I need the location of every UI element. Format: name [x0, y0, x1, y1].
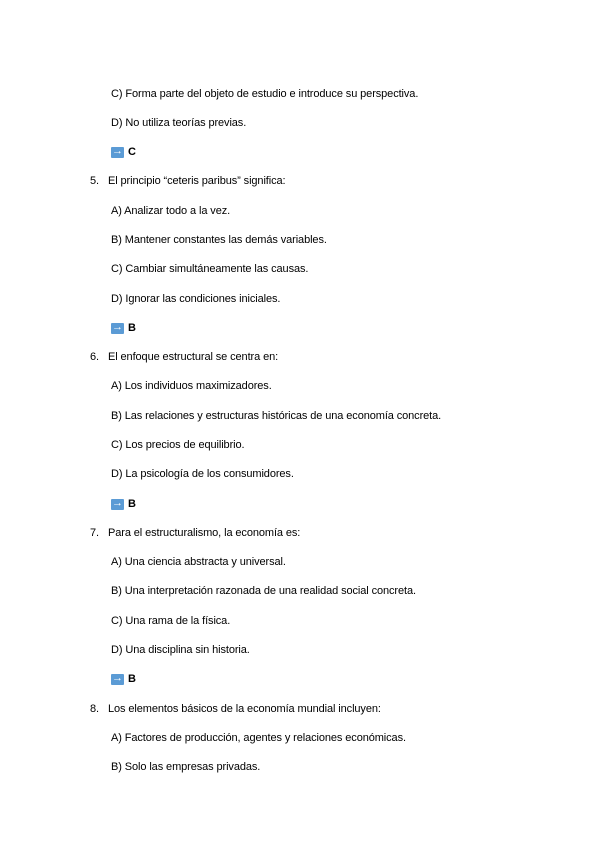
question-text: Los elementos básicos de la economía mundial incluyen:	[108, 703, 381, 715]
arrow-right-icon	[111, 499, 124, 510]
question-number: 5.	[90, 175, 99, 187]
answer-letter: B	[128, 673, 136, 685]
option-line: A) Factores de producción, agentes y relaciones económicas.	[111, 732, 406, 744]
answer-line	[111, 497, 136, 511]
option-line: C) Los precios de equilibrio.	[111, 439, 245, 451]
option-line: D) No utiliza teorías previas.	[111, 117, 247, 129]
question-number: 7.	[90, 527, 99, 539]
arrow-right-icon	[111, 674, 124, 685]
answer-letter: B	[128, 498, 136, 510]
option-line: A) Analizar todo a la vez.	[111, 205, 231, 217]
option-line: B) Mantener constantes las demás variables.	[111, 234, 327, 246]
option-line: C) Una rama de la física.	[111, 615, 231, 627]
option-line: D) Una disciplina sin historia.	[111, 644, 250, 656]
option-line: A) Una ciencia abstracta y universal.	[111, 556, 286, 568]
question-line	[90, 350, 278, 364]
option-line: B) Solo las empresas privadas.	[111, 761, 261, 773]
answer-letter: C	[128, 146, 136, 158]
question-number: 6.	[90, 351, 99, 363]
answer-line	[111, 321, 136, 335]
answer-line	[111, 672, 136, 686]
option-line: A) Los individuos maximizadores.	[111, 380, 272, 392]
option-line: B) Una interpretación razonada de una realidad social concreta.	[111, 585, 416, 597]
question-number: 8.	[90, 703, 99, 715]
question-text: Para el estructuralismo, la economía es:	[108, 527, 301, 539]
question-line	[90, 702, 381, 716]
answer-letter: B	[128, 322, 136, 334]
question-line	[90, 526, 300, 540]
answer-line	[111, 145, 136, 159]
option-line: D) Ignorar las condiciones iniciales.	[111, 293, 281, 305]
question-text: El enfoque estructural se centra en:	[108, 351, 279, 363]
question-line	[90, 174, 285, 188]
question-text: El principio “ceteris paribus” significa:	[108, 175, 286, 187]
option-line: C) Forma parte del objeto de estudio e introduce su perspectiva.	[111, 88, 419, 100]
option-line: D) La psicología de los consumidores.	[111, 468, 294, 480]
option-line: B) Las relaciones y estructuras históricas de una economía concreta.	[111, 410, 442, 422]
arrow-right-icon	[111, 147, 124, 158]
arrow-right-icon	[111, 323, 124, 334]
option-line: C) Cambiar simultáneamente las causas.	[111, 263, 309, 275]
